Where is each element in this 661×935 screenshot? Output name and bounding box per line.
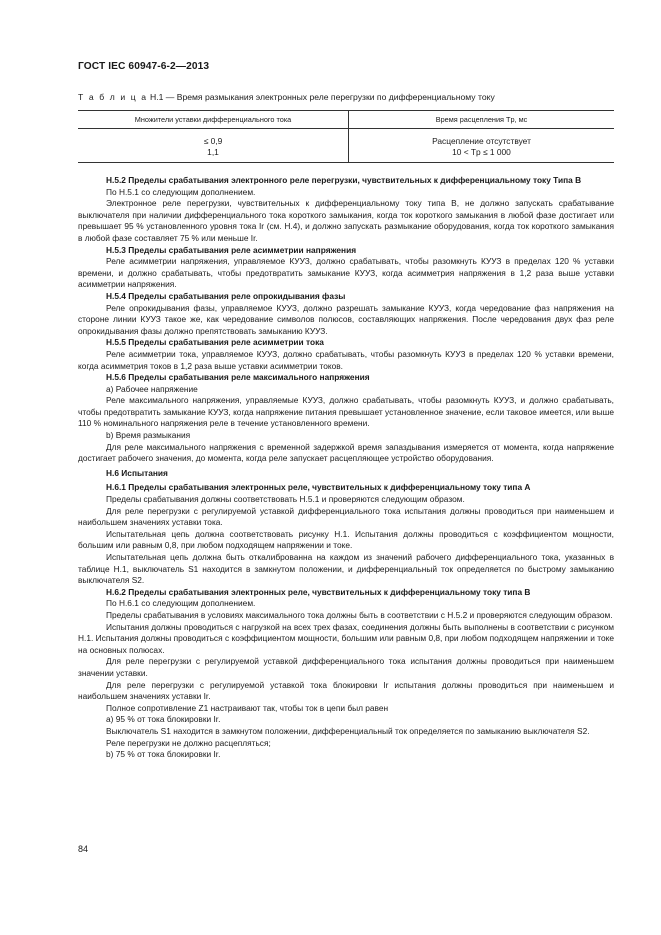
section-heading: Н.5.5 Пределы срабатывания реле асимметрии тока	[106, 337, 324, 348]
paragraph: По Н.5.1 со следующим дополнением.	[106, 186, 256, 197]
paragraph: Реле асимметрии напряжения, управляемое КУУЗ, должно срабатывать, чтобы разомкнуть КУУЗ в пределах 120 % уставки времени, и должно срабатывать, чтобы предотвратить замыкание КУУЗ, когда асимметрия напряжения в 1,2 раза выше уставки асимметрии напряжения.	[78, 256, 614, 290]
paragraph: Электронное реле перегрузки, чувствительных к дифференциальному току типа В, не должно запускать срабатывание выключателя при наличии дифференциального тока короткого замыкания, когда ток короткого замыкания в любой фазе достигает или превышает 95 % установленного уровня тока Ir (см. Н.4), и должно запускать размыкание оборудования, когда ток короткого замыкания в любой фазе составляет 75 % или меньше Ir.	[78, 198, 614, 243]
paragraph: Полное сопротивление Z1 настраивают так, чтобы ток в цепи был равен	[106, 702, 389, 713]
section-heading: Н.5.2 Пределы срабатывания электронного реле перегрузки, чувствительных к дифференциальному току Типа B	[106, 175, 582, 185]
table-header-time: Время расцепления Tp, мс	[349, 111, 615, 129]
paragraph: Реле асимметрии тока, управляемое КУУЗ, должно срабатывать, чтобы разомкнуть КУУЗ в пределах 120 % уставки времени, когда асимметрия токов в 1,2 раза выше уставки асимметрии токов.	[78, 348, 614, 371]
table-cell: 10 < Tp ≤ 1 000	[349, 147, 615, 163]
paragraph: b) 75 % от тока блокировки Ir.	[106, 749, 221, 760]
table-caption-label: Т а б л и ц а	[78, 92, 148, 102]
paragraph: Реле максимального напряжения, управляемые КУУЗ, должно срабатывать, чтобы разомкнуть КУУЗ, и должно срабатывать, чтобы предотвратить замыкание КУУЗ, когда напряжение питания превышает установленное значение, если таковое имеется, или выше 110 % номинального напряжения реле в течение установленного времени.	[78, 395, 614, 429]
section-heading: Н.6 Испытания	[106, 467, 168, 478]
paragraph: Испытательная цепь должна соответствовать рисунку Н.1. Испытания должны проводиться с коэффициентом мощности, большим или равным 0,8, при любом подходящем напряжении и токе.	[78, 528, 614, 551]
paragraph: b) Время размыкания	[106, 430, 191, 441]
table-row	[78, 129, 614, 148]
document-body	[78, 175, 614, 761]
paragraph: Пределы срабатывания в условиях максимального тока должны быть в соответствии с Н.5.2 и проверяются следующим образом.	[106, 609, 613, 620]
table-cell: ≤ 0,9	[78, 129, 349, 148]
section-heading: Н.6.2 Пределы срабатывания электронных реле, чувствительных к дифференциальному току типа B	[106, 586, 531, 597]
paragraph: Реле перегрузки не должно расцепляться;	[106, 737, 271, 748]
table-caption	[78, 92, 495, 102]
table-row	[78, 147, 614, 163]
document-header: ГОСТ IEC 60947-6-2—2013	[78, 61, 210, 72]
table-cell: 1,1	[78, 147, 349, 163]
section-heading: Н.5.6 Пределы срабатывания реле максимального напряжения	[106, 372, 370, 383]
table-h1	[78, 110, 614, 163]
paragraph: Испытания должны проводиться с нагрузкой на всех трех фазах, соединения должны быть выполнены в соответствии с рисунком Н.1. Испытания должны проводиться с коэффициентом мощности, большим или равным 0,8, при любом подходящем напряжении и токе на основных полюсах.	[78, 621, 614, 655]
paragraph: Для реле перегрузки с регулируемой уставкой тока блокировки Ir испытания должны проводиться при наименьшем и наибольшем значениях уставки Ir.	[78, 679, 614, 702]
paragraph: По Н.6.1 со следующим дополнением.	[106, 598, 256, 609]
section-heading: Н.5.4 Пределы срабатывания реле опрокидывания фазы	[106, 290, 346, 301]
paragraph: Для реле максимального напряжения с временной задержкой время запаздывания измеряется от момента, когда напряжение достигает рабочего значения, до момента, когда реле запускает расцепляющее устройство оборудования.	[78, 441, 614, 464]
table-cell: Расцепление отсутствует	[432, 135, 531, 146]
paragraph: Испытательная цепь должна быть откалиброванна на каждом из значений рабочего дифференциального тока, указанных в таблице Н.1, выключатель S1 находится в замкнутом положении, и дифференциальный ток определяется по быстрому замыканию выключателя S2.	[78, 552, 614, 586]
paragraph: Пределы срабатывания должны соответствовать Н.5.1 и проверяются следующим образом.	[106, 494, 465, 505]
section-heading: Н.6.1 Пределы срабатывания электронных реле, чувствительных к дифференциальному току типа A	[106, 482, 531, 493]
paragraph: а) 95 % от тока блокировки Ir.	[106, 714, 221, 725]
paragraph: Для реле перегрузки с регулируемой уставкой дифференциального тока испытания должны проводиться при наименьшем значении уставки.	[78, 656, 614, 678]
table-header-multiplier: Множители уставки дифференциального тока	[78, 111, 349, 129]
section-heading: Н.5.3 Пределы срабатывания реле асимметрии напряжения	[106, 244, 357, 255]
page-number: 84	[78, 844, 89, 854]
table-caption-text: Н.1 — Время размыкания электронных реле перегрузки по дифференциальному току	[147, 92, 495, 102]
paragraph: Реле опрокидывания фазы, управляемое КУУЗ, должно разрешать замыкание КУУЗ, когда чередование фаз напряжения на стороне линии КУУЗ такое же, как чередование символов полюсов, составляющих напряжения. После чередования двух фаз реле опрокидывания фазы должно препятствовать замыканию КУУЗ.	[78, 302, 614, 336]
paragraph: а) Рабочее напряжение	[106, 383, 198, 394]
paragraph: Для реле перегрузки с регулируемой уставкой дифференциального тока испытания должны проводиться при наименьшем и наибольшем значениях уставки тока.	[78, 505, 614, 528]
paragraph: Выключатель S1 находится в замкнутом положении, дифференциальный ток определяется по замыканию выключателя S2.	[106, 725, 590, 736]
